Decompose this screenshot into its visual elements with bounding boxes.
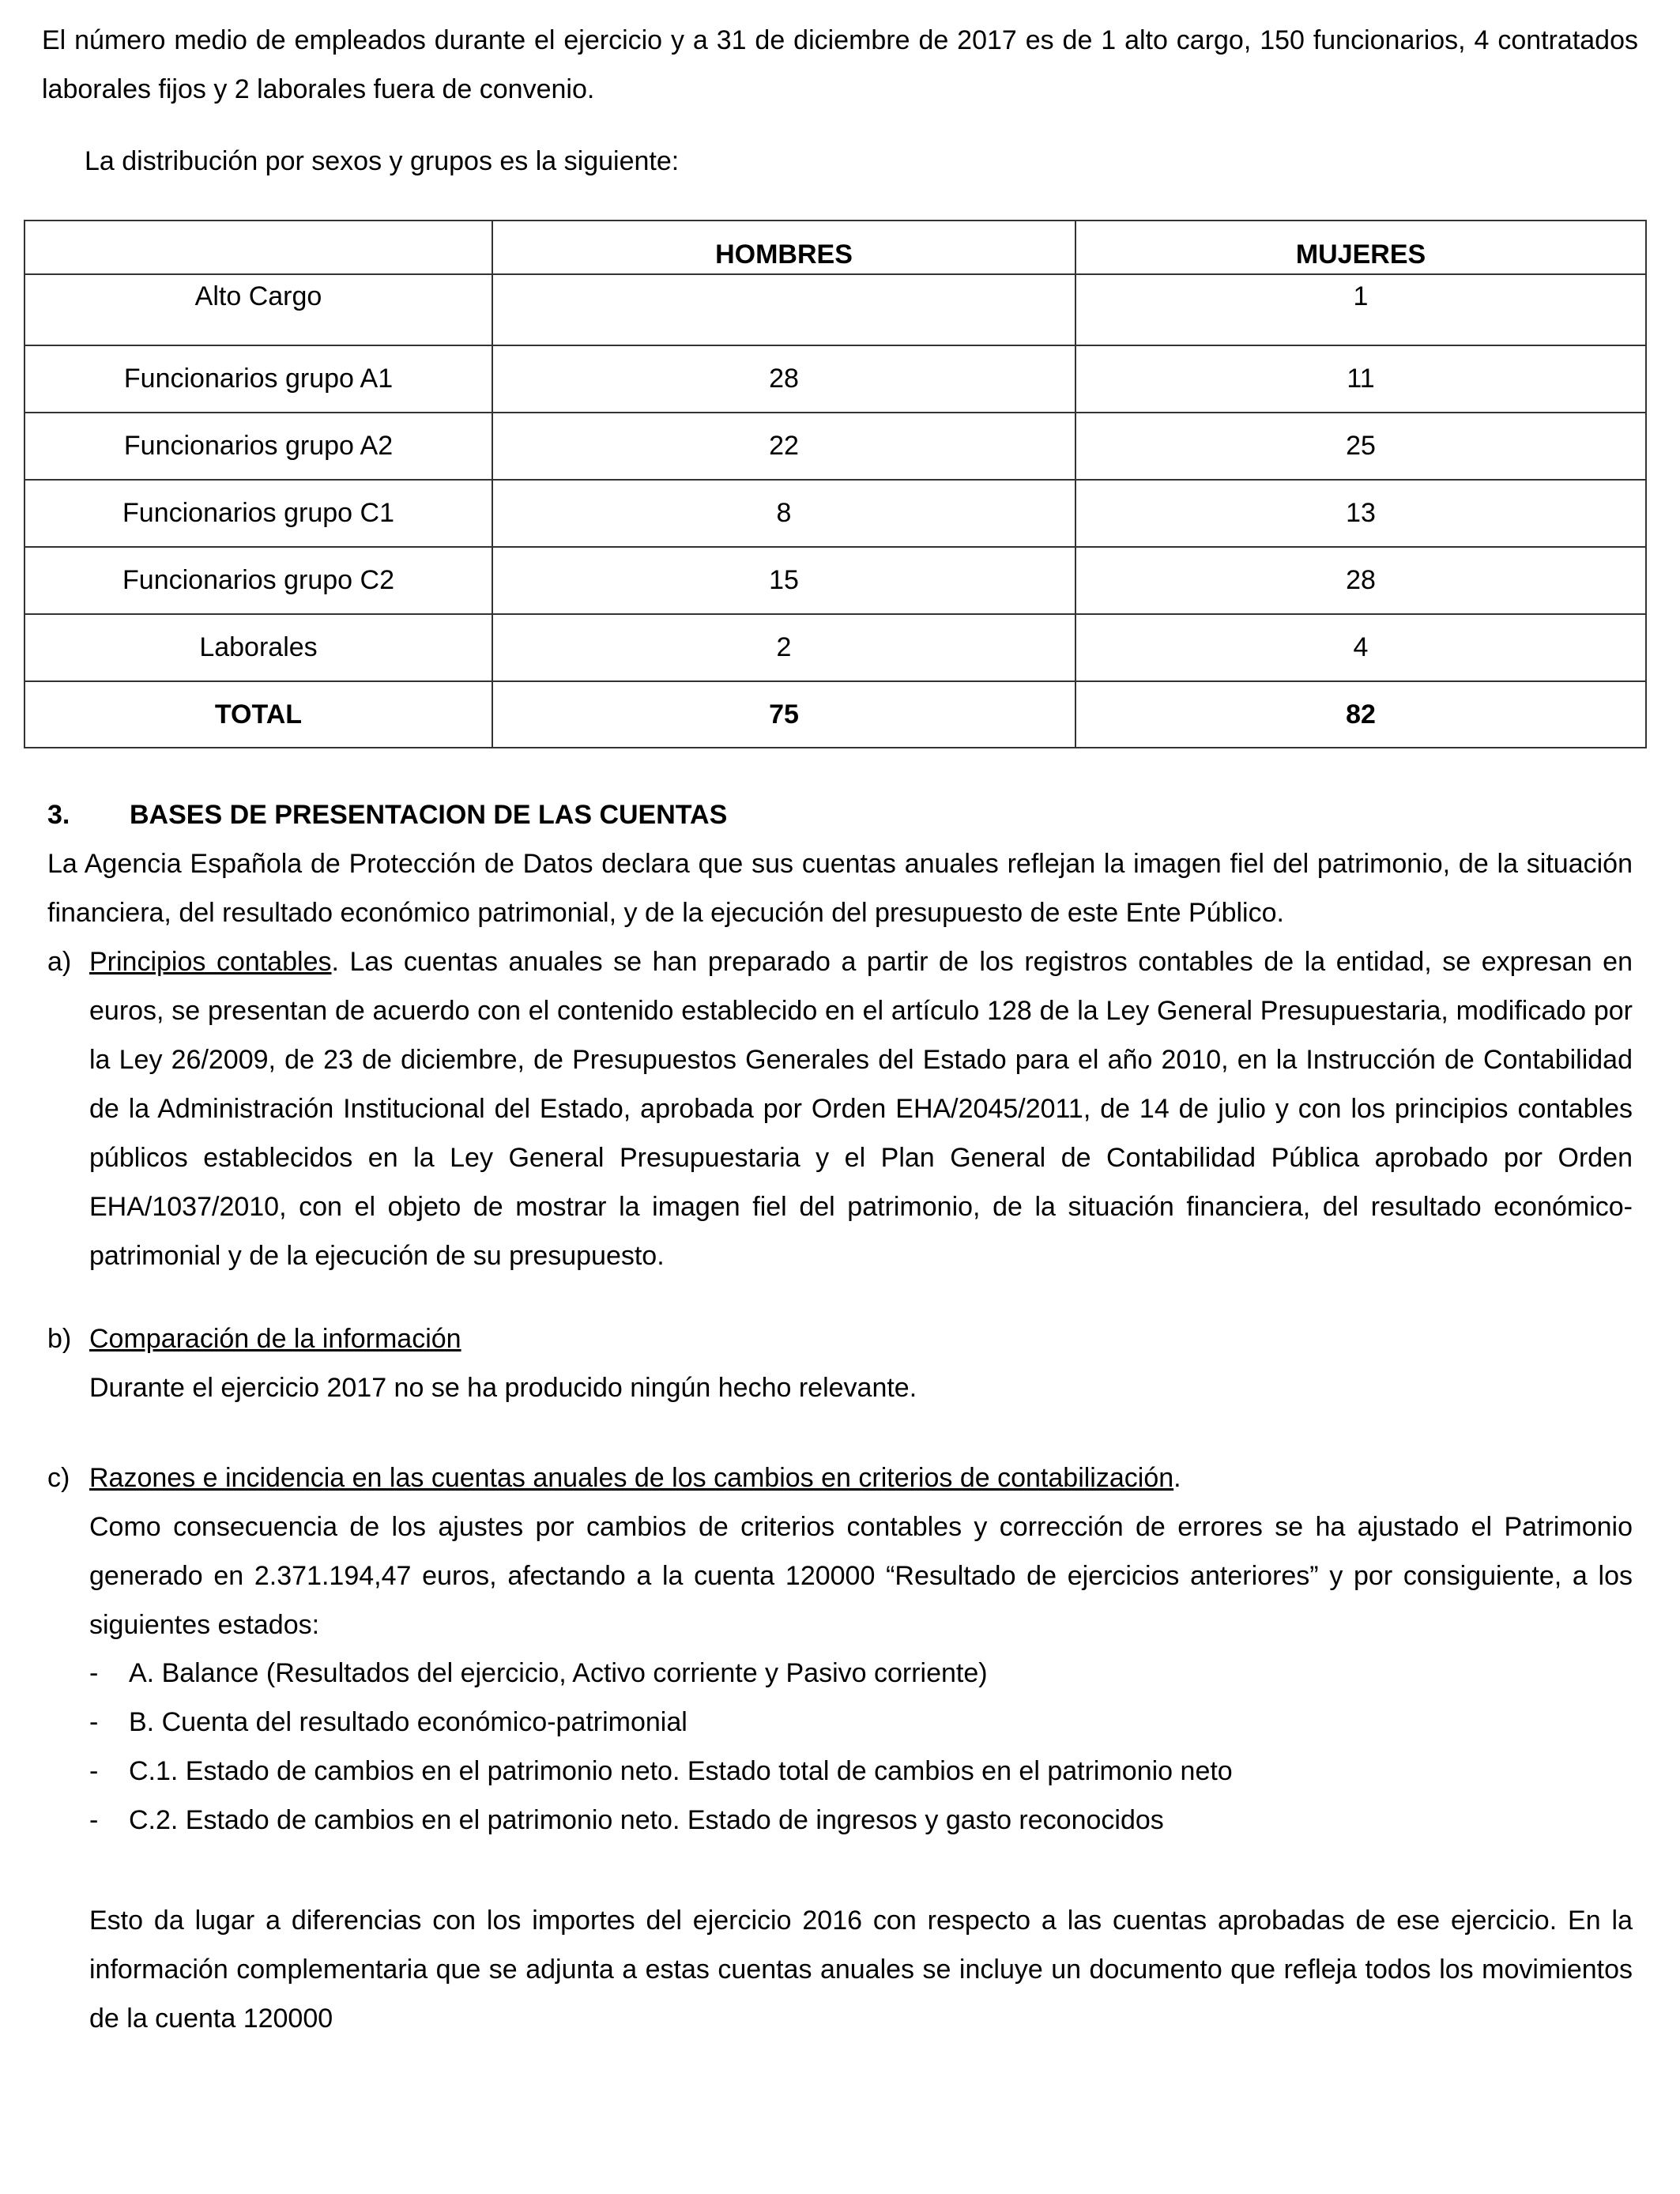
section-heading [47, 790, 727, 839]
item-c-text: Como consecuencia de los ajustes por cambios de criterios contables y corrección de errores se ha ajustado el Patrimonio generado en 2.371.194,47 euros, afectando a la cuenta 120000 “Resultado de ejercicios anteriores” y por consiguiente, a los siguientes estados: [89, 1512, 1633, 1640]
item-a-text: . Las cuentas anuales se han preparado a partir de los registros contables de la entidad, se expresan en euros, se presentan de acuerdo con el contenido establecido en el artículo 128 de la Ley General Presupuestaria, modificado por la Ley 26/2009, de 23 de diciembre, de Presupuestos Generales del Estado para el año 2010, en la Instrucción de Contabilidad de la Administración Institucional del Estado, aprobada por Orden EHA/2045/2011, de 14 de julio y con los principios contables públicos establecidos en la Ley General Presupuestaria y el Plan General de Contabilidad Pública aprobado por Orden EHA/1037/2010, con el objeto de mostrar la imagen fiel del patrimonio, de la situación financiera, del resultado económico-patrimonial y de la ejecución de su presupuesto. [89, 947, 1633, 1271]
list-item-text: C.2. Estado de cambios en el patrimonio neto. Estado de ingresos y gasto reconocidos [129, 1805, 1164, 1835]
list-dash: - [89, 1805, 99, 1835]
intro-paragraph: El número medio de empleados durante el ejercicio y a 31 de diciembre de 2017 es de 1 alto cargo, 150 funcionarios, 4 contratados laborales fijos y 2 laborales fuera de convenio. [42, 25, 1638, 104]
table-row [24, 547, 1646, 614]
list-item [89, 1698, 687, 1747]
section-number: 3. [47, 800, 70, 830]
table-row [24, 274, 1646, 345]
total-label: TOTAL [24, 681, 492, 748]
row-label: Funcionarios grupo A1 [24, 345, 492, 413]
list-item [89, 1649, 988, 1698]
cell-hombres: 2 [492, 614, 1075, 681]
item-c-heading-suffix: . [1173, 1463, 1181, 1493]
cell-hombres: 22 [492, 413, 1075, 480]
cell-mujeres: 28 [1075, 547, 1646, 614]
cell-hombres [492, 274, 1075, 345]
item-b-text: Durante el ejercicio 2017 no se ha producido ningún hecho relevante. [89, 1373, 917, 1403]
closing-paragraph: Esto da lugar a diferencias con los importes del ejercicio 2016 con respecto a las cuentas aprobadas de ese ejercicio. En la información complementaria que se adjunta a estas cuentas anuales se incluye un documento que refleja todos los movimientos de la cuenta 120000 [89, 1906, 1633, 2034]
row-label: Funcionarios grupo C2 [24, 547, 492, 614]
cell-hombres: 28 [492, 345, 1075, 413]
total-hombres: 75 [492, 681, 1075, 748]
cell-mujeres: 25 [1075, 413, 1646, 480]
list-item [89, 1747, 1233, 1796]
item-a [47, 937, 1633, 1280]
header-cell-mujeres: MUJERES [1075, 221, 1646, 274]
total-mujeres: 82 [1075, 681, 1646, 748]
table-intro-text: La distribución por sexos y grupos es la siguiente: [85, 146, 680, 176]
list-dash: - [89, 1658, 99, 1688]
row-label: Funcionarios grupo C1 [24, 480, 492, 547]
item-c-label: c) [47, 1463, 70, 1493]
header-cell-empty [24, 221, 492, 274]
item-c-body [89, 1453, 1633, 1649]
table-row [24, 480, 1646, 547]
table-total-row [24, 681, 1646, 748]
cell-hombres: 15 [492, 547, 1075, 614]
item-b-label: b) [47, 1324, 72, 1354]
item-a-body [89, 937, 1633, 1280]
cell-mujeres: 11 [1075, 345, 1646, 413]
table-row [24, 413, 1646, 480]
item-b-heading: Comparación de la información [89, 1324, 461, 1354]
item-a-heading: Principios contables [89, 947, 332, 977]
list-dash: - [89, 1707, 99, 1737]
list-item-text: B. Cuenta del resultado económico-patrimonial [129, 1707, 687, 1737]
item-b-body [89, 1314, 1633, 1412]
item-c-heading: Razones e incidencia en las cuentas anuales de los cambios en criterios de contabilización [89, 1463, 1174, 1493]
item-c [47, 1453, 1633, 1649]
employee-distribution-table [24, 220, 1647, 748]
cell-mujeres: 1 [1075, 274, 1646, 345]
list-item-text: C.1. Estado de cambios en el patrimonio neto. Estado total de cambios en el patrimonio neto [129, 1756, 1233, 1786]
table-row [24, 614, 1646, 681]
list-item-text: A. Balance (Resultados del ejercicio, Activo corriente y Pasivo corriente) [129, 1658, 988, 1688]
table-header-row [24, 221, 1646, 274]
list-item [89, 1796, 1164, 1845]
section-title: BASES DE PRESENTACION DE LAS CUENTAS [130, 800, 728, 830]
row-label: Laborales [24, 614, 492, 681]
list-dash: - [89, 1756, 99, 1786]
item-a-label: a) [47, 947, 72, 977]
section-paragraph: La Agencia Española de Protección de Datos declara que sus cuentas anuales reflejan la imagen fiel del patrimonio, de la situación financiera, del resultado económico patrimonial, y de la ejecución del presupuesto de este Ente Público. [47, 849, 1633, 928]
cell-mujeres: 4 [1075, 614, 1646, 681]
header-cell-hombres: HOMBRES [492, 221, 1075, 274]
row-label: Funcionarios grupo A2 [24, 413, 492, 480]
cell-mujeres: 13 [1075, 480, 1646, 547]
item-b [47, 1314, 1633, 1412]
cell-hombres: 8 [492, 480, 1075, 547]
table-row [24, 345, 1646, 413]
row-label: Alto Cargo [24, 274, 492, 345]
